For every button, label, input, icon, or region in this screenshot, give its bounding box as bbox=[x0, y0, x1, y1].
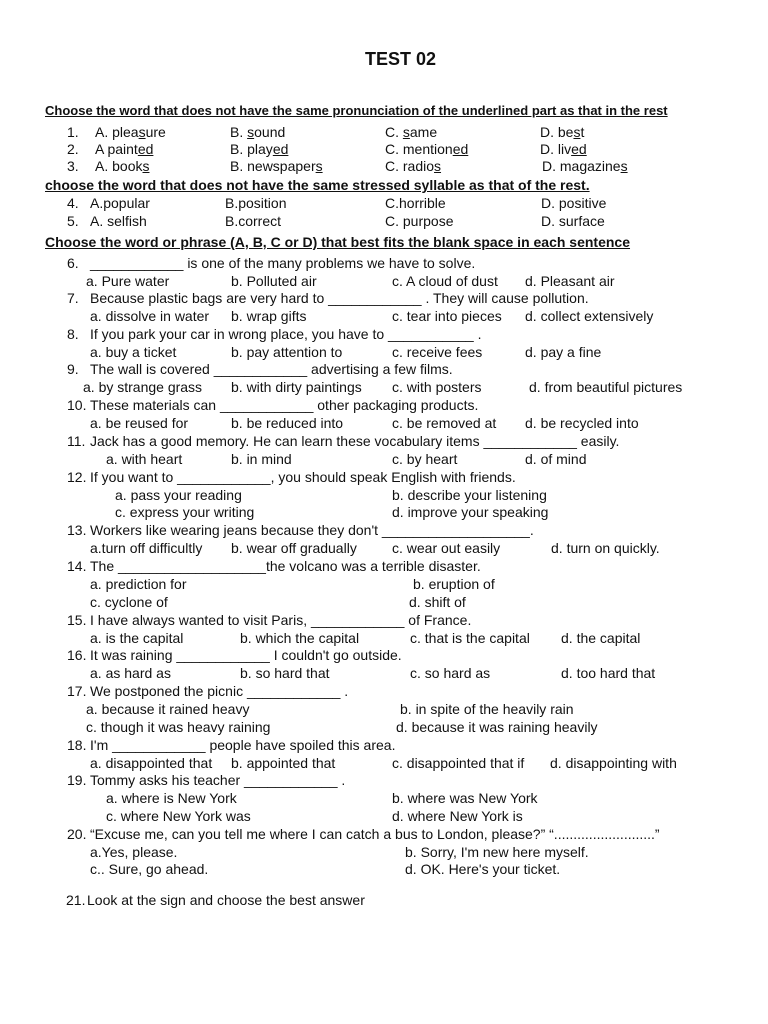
option-c: c. that is the capital bbox=[410, 630, 530, 646]
question-number: 1. bbox=[67, 124, 79, 140]
question-number: 10. bbox=[67, 397, 87, 413]
option-d: D. positive bbox=[541, 195, 607, 211]
option-c: c. where New York was bbox=[106, 808, 251, 824]
option-b: b. eruption of bbox=[413, 576, 495, 592]
question-number: 15. bbox=[67, 612, 87, 628]
option-c: c.. Sure, go ahead. bbox=[90, 861, 209, 877]
option-b: b. wear off gradually bbox=[231, 540, 357, 556]
option-b: b. Sorry, I'm new here myself. bbox=[405, 844, 589, 860]
option-d: D. lived bbox=[540, 141, 587, 157]
option-b: b. pay attention to bbox=[231, 344, 343, 360]
option-a: A. selfish bbox=[90, 213, 147, 229]
option-c: c. A cloud of dust bbox=[392, 273, 498, 289]
question-number: 17. bbox=[67, 683, 87, 699]
option-d: d. the capital bbox=[561, 630, 641, 646]
option-c: C. same bbox=[385, 124, 438, 140]
option-b: b. wrap gifts bbox=[231, 308, 307, 324]
option-a: A. pleasure bbox=[95, 124, 166, 140]
option-d: d. where New York is bbox=[392, 808, 523, 824]
option-a: a. pass your reading bbox=[115, 487, 242, 503]
question-number: 13. bbox=[67, 522, 87, 538]
question-stem: I'm ____________ people have spoiled this area. bbox=[90, 737, 396, 753]
option-b: b. in spite of the heavily rain bbox=[400, 701, 574, 717]
option-c: C. purpose bbox=[385, 213, 454, 229]
question-stem: If you park your car in wrong place, you have to ___________ . bbox=[90, 326, 482, 342]
option-d: d. of mind bbox=[525, 451, 587, 467]
option-a: a. with heart bbox=[106, 451, 183, 467]
question-stem: We postponed the picnic ____________ . bbox=[90, 683, 349, 699]
option-b: b. describe your listening bbox=[392, 487, 547, 503]
question-number: 18. bbox=[67, 737, 87, 753]
option-d: d. from beautiful pictures bbox=[529, 379, 683, 395]
option-b: b. where was New York bbox=[392, 790, 538, 806]
option-a: a. prediction for bbox=[90, 576, 187, 592]
question-stem: Workers like wearing jeans because they don't ___________________. bbox=[90, 522, 534, 538]
option-a: a. disappointed that bbox=[90, 755, 213, 771]
question-number: 20. bbox=[67, 826, 87, 842]
option-d: D. magazines bbox=[542, 158, 628, 174]
option-d: d. too hard that bbox=[561, 665, 656, 681]
option-a: a.turn off difficultly bbox=[90, 540, 203, 556]
question-number: 8. bbox=[67, 326, 79, 342]
option-d: d. because it was raining heavily bbox=[396, 719, 598, 735]
option-b: B. newspapers bbox=[230, 158, 323, 174]
option-d: d. pay a fine bbox=[525, 344, 602, 360]
option-b: B.position bbox=[225, 195, 287, 211]
option-b: b. Polluted air bbox=[231, 273, 317, 289]
option-b: b. with dirty paintings bbox=[231, 379, 362, 395]
question-stem: Because plastic bags are very hard to ____________ . They will cause pollution. bbox=[90, 290, 589, 306]
option-b: b. appointed that bbox=[231, 755, 336, 771]
option-c: c. tear into pieces bbox=[392, 308, 502, 324]
option-c: c. so hard as bbox=[410, 665, 491, 681]
question-number: 12. bbox=[67, 469, 87, 485]
option-c: C. radios bbox=[385, 158, 442, 174]
option-a: a. as hard as bbox=[90, 665, 171, 681]
option-c: c. disappointed that if bbox=[392, 755, 525, 771]
option-d: d. turn on quickly. bbox=[551, 540, 660, 556]
option-a: a. be reused for bbox=[90, 415, 189, 431]
question-number: 4. bbox=[67, 195, 79, 211]
section1-instruction: Choose the word that does not have the same pronunciation of the underlined part as that in the rest bbox=[45, 103, 668, 118]
question-stem: The ___________________the volcano was a terrible disaster. bbox=[90, 558, 481, 574]
option-c: c. by heart bbox=[392, 451, 458, 467]
question-stem: “Excuse me, can you tell me where I can catch a bus to London, please?” “..........................” bbox=[90, 826, 660, 842]
option-a: a. by strange grass bbox=[83, 379, 203, 395]
option-c: c. cyclone of bbox=[90, 594, 168, 610]
option-b: B. sound bbox=[230, 124, 286, 140]
option-d: d. OK. Here's your ticket. bbox=[405, 861, 561, 877]
question-stem: The wall is covered ____________ advertising a few films. bbox=[90, 361, 453, 377]
option-c: c. though it was heavy raining bbox=[86, 719, 271, 735]
question-stem: If you want to ____________, you should speak English with friends. bbox=[90, 469, 516, 485]
question-number: 16. bbox=[67, 647, 87, 663]
option-c: c. express your writing bbox=[115, 504, 255, 520]
question-stem: ____________ is one of the many problems we have to solve. bbox=[90, 255, 476, 271]
option-b: B. played bbox=[230, 141, 289, 157]
question-number: 2. bbox=[67, 141, 79, 157]
option-a: a. because it rained heavy bbox=[86, 701, 250, 717]
option-a: a. is the capital bbox=[90, 630, 184, 646]
option-a: A. books bbox=[95, 158, 150, 174]
question-stem: I have always wanted to visit Paris, ____________ of France. bbox=[90, 612, 472, 628]
option-b: b. so hard that bbox=[240, 665, 330, 681]
option-d: d. shift of bbox=[409, 594, 466, 610]
question-stem: These materials can ____________ other packaging products. bbox=[90, 397, 479, 413]
option-a: a.Yes, please. bbox=[90, 844, 178, 860]
section2-instruction: choose the word that does not have the same stressed syllable as that of the rest. bbox=[45, 177, 590, 193]
question-number: 14. bbox=[67, 558, 87, 574]
option-a: A.popular bbox=[90, 195, 150, 211]
option-b: b. in mind bbox=[231, 451, 292, 467]
option-c: C.horrible bbox=[385, 195, 446, 211]
option-a: a. dissolve in water bbox=[90, 308, 210, 324]
question-stem: Look at the sign and choose the best answer bbox=[87, 892, 365, 908]
page-title: TEST 02 bbox=[365, 49, 437, 69]
question-number: 6. bbox=[67, 255, 79, 271]
question-number: 9. bbox=[67, 361, 79, 377]
option-c: c. be removed at bbox=[392, 415, 497, 431]
option-b: b. which the capital bbox=[240, 630, 360, 646]
option-b: B.correct bbox=[225, 213, 282, 229]
option-a: A painted bbox=[95, 141, 154, 157]
question-number: 3. bbox=[67, 158, 79, 174]
question-number: 5. bbox=[67, 213, 79, 229]
option-b: b. be reduced into bbox=[231, 415, 344, 431]
question-stem: Jack has a good memory. He can learn these vocabulary items ____________ easily. bbox=[90, 433, 620, 449]
option-a: a. where is New York bbox=[106, 790, 237, 806]
option-c: c. with posters bbox=[392, 379, 482, 395]
question-number: 7. bbox=[67, 290, 79, 306]
option-c: c. receive fees bbox=[392, 344, 483, 360]
option-c: C. mentioned bbox=[385, 141, 469, 157]
option-d: d. improve your speaking bbox=[392, 504, 549, 520]
option-a: a. buy a ticket bbox=[90, 344, 177, 360]
question-stem: Tommy asks his teacher ____________ . bbox=[90, 772, 346, 788]
question-number: 21. bbox=[66, 892, 86, 908]
option-d: d. Pleasant air bbox=[525, 273, 615, 289]
option-d: d. collect extensively bbox=[525, 308, 654, 324]
section3-instruction: Choose the word or phrase (A, B, C or D) that best fits the blank space in each sentence bbox=[45, 234, 631, 250]
option-c: c. wear out easily bbox=[392, 540, 501, 556]
option-a: a. Pure water bbox=[86, 273, 170, 289]
option-d: d. be recycled into bbox=[525, 415, 639, 431]
option-d: D. best bbox=[540, 124, 585, 140]
option-d: d. disappointing with bbox=[550, 755, 677, 771]
option-d: D. surface bbox=[541, 213, 605, 229]
question-stem: It was raining ____________ I couldn't go outside. bbox=[90, 647, 402, 663]
question-number: 19. bbox=[67, 772, 87, 788]
question-number: 11. bbox=[67, 433, 86, 449]
